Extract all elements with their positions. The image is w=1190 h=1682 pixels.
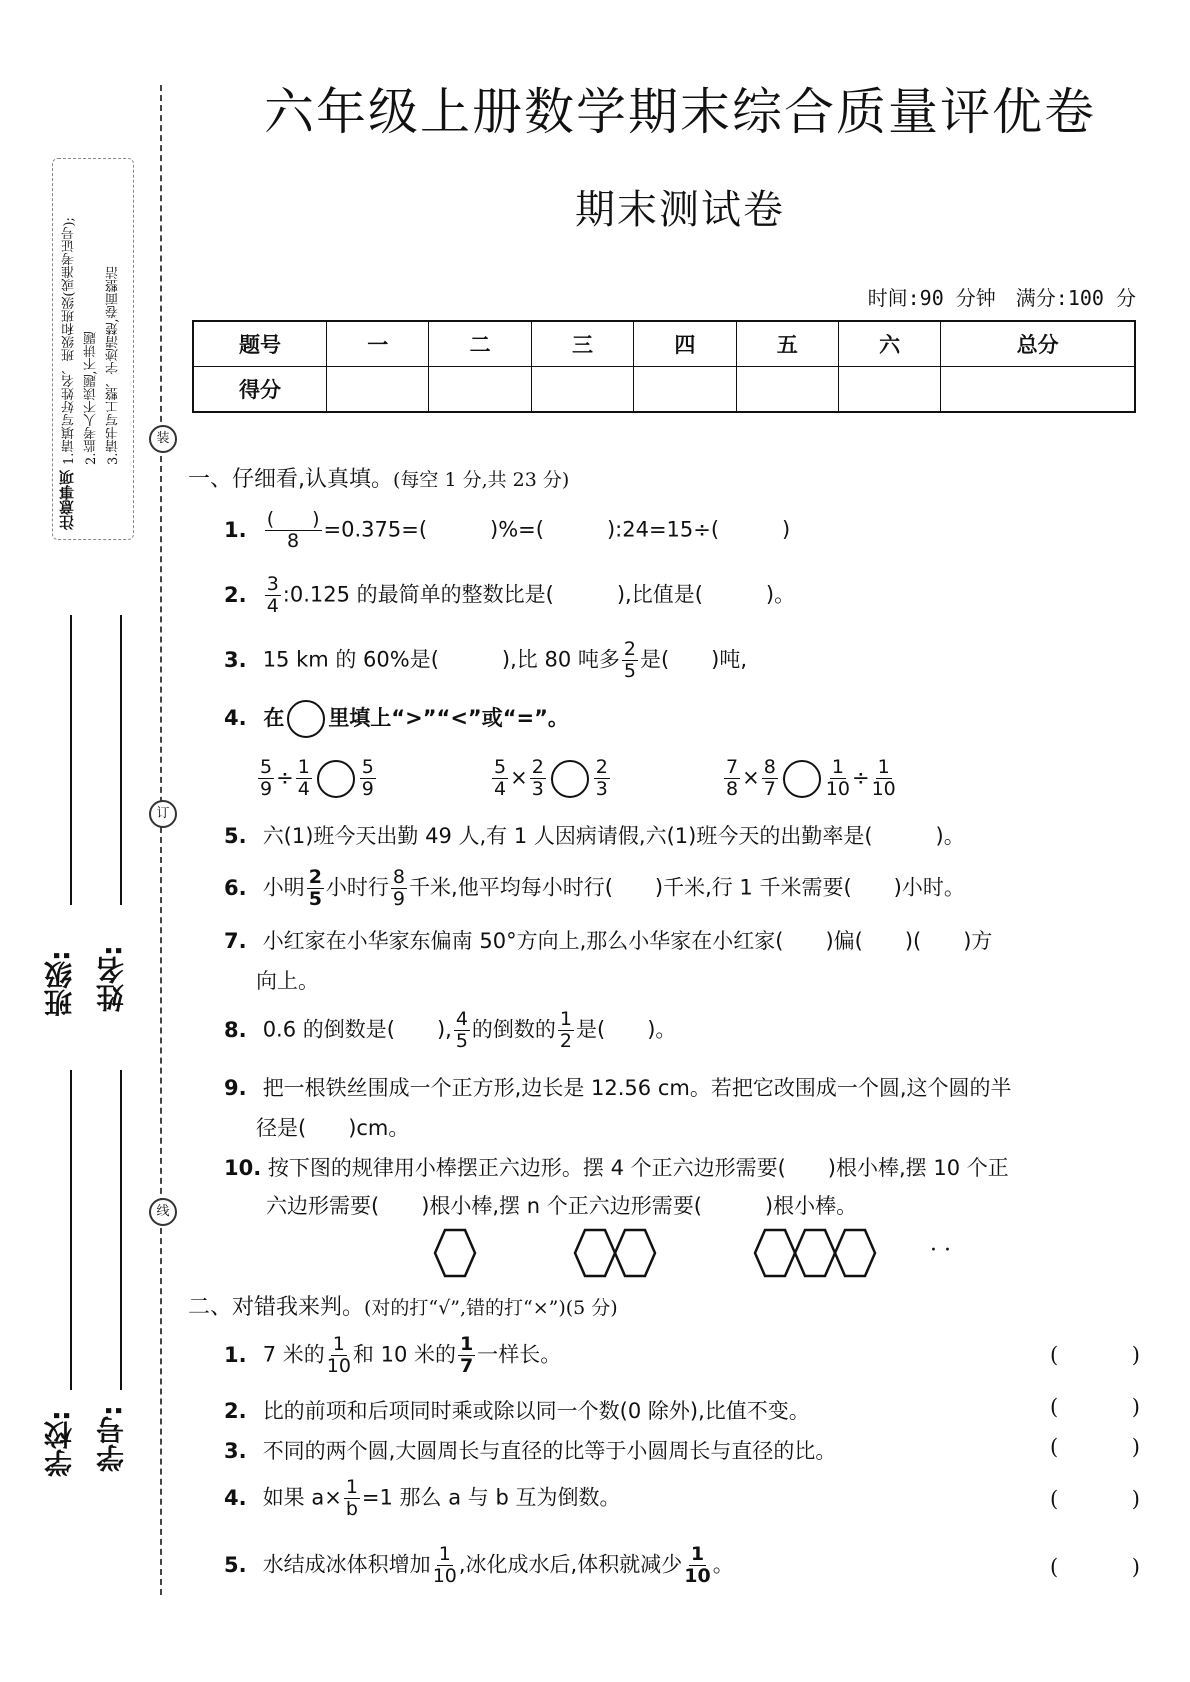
paren-left: ( bbox=[1050, 1487, 1059, 1511]
question-number: 2. bbox=[224, 582, 247, 607]
compare-circle-input[interactable] bbox=[783, 760, 821, 798]
question-text: 千米,他平均每小时行( )千米,行 1 千米需要( )小时。 bbox=[409, 875, 965, 900]
question-text: 一样长。 bbox=[477, 1342, 562, 1367]
student-id-field-label: 学号: bbox=[95, 1405, 128, 1473]
numerator: 5 bbox=[260, 756, 273, 778]
numerator: 1 bbox=[831, 756, 844, 778]
notice-label: 注意事项 bbox=[58, 470, 76, 530]
numerator: 2 bbox=[623, 638, 636, 660]
hexagon-3c bbox=[835, 1230, 875, 1276]
page-title: 六年级上册数学期末综合质量评优卷 bbox=[264, 83, 1096, 141]
question-number: 1. bbox=[224, 1342, 247, 1367]
section1-heading bbox=[188, 462, 569, 493]
question-number: 9. bbox=[224, 1076, 247, 1100]
denominator: 10 bbox=[326, 1355, 351, 1377]
numerator: 1 bbox=[297, 756, 310, 778]
score-header-cell: 二 bbox=[429, 321, 531, 367]
question-2-2 bbox=[224, 1395, 810, 1425]
score-header-cell: 六 bbox=[838, 321, 940, 367]
question-text: 比的前项和后项同时乘或除以同一个数(0 除外),比值不变。 bbox=[262, 1399, 810, 1423]
denominator: 5 bbox=[308, 888, 322, 910]
section2-title: 二、对错我来判。 bbox=[188, 1295, 365, 1320]
question-number: 2. bbox=[224, 1399, 247, 1423]
question-text: 按下图的规律用小棒摆正六边形。摆 4 个正六边形需要( )根小棒,摆 10 个正 bbox=[267, 1156, 1009, 1180]
question-text: 是( )。 bbox=[576, 1017, 677, 1042]
name-field-label: 姓名: bbox=[95, 945, 128, 1013]
denominator: 7 bbox=[763, 778, 776, 800]
numerator: 7 bbox=[726, 756, 739, 778]
question-text: 是( )吨, bbox=[639, 647, 748, 672]
question-text: 如果 a× bbox=[262, 1485, 342, 1510]
binding-dashed-line bbox=[160, 85, 162, 1595]
score-cell[interactable] bbox=[941, 367, 1135, 413]
hexagon-3b bbox=[795, 1230, 835, 1276]
answer-paren-1[interactable] bbox=[1050, 1343, 1140, 1367]
question-text: 六(1)班今天出勤 49 人,有 1 人因病请假,六(1)班今天的出勤率是( )。 bbox=[262, 824, 965, 848]
question-text: 小红家在小华家东偏南 50°方向上,那么小华家在小红家( )偏( )( )方 bbox=[262, 929, 993, 953]
operator: × bbox=[742, 765, 760, 790]
numerator: 8 bbox=[763, 756, 776, 778]
hexagon-2a bbox=[575, 1230, 615, 1276]
numerator: 1 bbox=[877, 756, 890, 778]
operator: ÷ bbox=[276, 765, 294, 790]
denominator: 9 bbox=[392, 888, 406, 910]
paren-left: ( bbox=[1050, 1343, 1059, 1367]
question-number: 10. bbox=[224, 1156, 262, 1180]
numerator: 1 bbox=[460, 1333, 474, 1355]
question-2-3 bbox=[224, 1435, 836, 1465]
denominator: b bbox=[345, 1498, 358, 1520]
denominator: 4 bbox=[266, 595, 279, 617]
numerator: 1 bbox=[559, 1008, 573, 1030]
denominator: 10 bbox=[432, 1565, 457, 1587]
paren-right: ) bbox=[1131, 1487, 1140, 1511]
question-text: 在 bbox=[263, 706, 285, 730]
paren-left: ( bbox=[1050, 1395, 1059, 1419]
question-number: 3. bbox=[224, 1439, 247, 1463]
section2-heading bbox=[188, 1290, 618, 1321]
question-number: 3. bbox=[224, 647, 247, 672]
question-1-10-continued: 六边形需要( )根小棒,摆 n 个正六边形需要( )根小棒。 bbox=[266, 1194, 858, 1218]
student-id-field-line bbox=[120, 1070, 122, 1390]
question-text: 15 km 的 60%是( ),比 80 吨多 bbox=[262, 647, 620, 672]
numerator: 5 bbox=[361, 756, 374, 778]
question-text: 0.6 的倒数是( ), bbox=[262, 1017, 452, 1042]
denominator: 5 bbox=[455, 1030, 468, 1052]
numerator: 5 bbox=[494, 756, 507, 778]
denominator: 10 bbox=[871, 778, 896, 800]
paren-right: ) bbox=[1131, 1555, 1140, 1579]
comparison-2 bbox=[490, 758, 612, 799]
numerator[interactable]: ( ) bbox=[266, 508, 320, 530]
question-2-4 bbox=[224, 1478, 620, 1519]
question-1-7-continued: 向上。 bbox=[256, 969, 319, 993]
question-text: 把一根铁丝围成一个正方形,边长是 12.56 cm。若把它改围成一个圆,这个圆的半 bbox=[262, 1076, 1012, 1100]
question-number: 8. bbox=[224, 1017, 247, 1042]
score-cell[interactable] bbox=[634, 367, 736, 413]
question-number: 5. bbox=[224, 824, 247, 848]
score-header-cell: 三 bbox=[531, 321, 633, 367]
denominator: 4 bbox=[494, 778, 507, 800]
operator: ÷ bbox=[851, 765, 870, 790]
score-header-cell: 题号 bbox=[193, 321, 327, 367]
question-number: 6. bbox=[224, 875, 247, 900]
question-1-3 bbox=[224, 640, 747, 681]
question-number: 7. bbox=[224, 929, 247, 953]
denominator: 5 bbox=[623, 660, 636, 682]
denominator: 8 bbox=[287, 530, 300, 552]
time-info: 时间:90 分钟 满分:100 分 bbox=[867, 286, 1136, 310]
score-header-cell: 一 bbox=[327, 321, 429, 367]
comparison-1 bbox=[256, 758, 378, 799]
question-text: =0.375=( )%=( ):24=15÷( ) bbox=[323, 517, 791, 542]
question-text: 小时行 bbox=[325, 875, 389, 900]
class-field-line bbox=[70, 615, 72, 905]
question-text: 的倒数的 bbox=[471, 1017, 556, 1042]
numerator: 1 bbox=[332, 1333, 345, 1355]
paren-left: ( bbox=[1050, 1435, 1059, 1459]
hexagon-1 bbox=[435, 1230, 475, 1276]
section1-note: (每空 1 分,共 23 分) bbox=[393, 469, 570, 491]
operator: × bbox=[510, 765, 528, 790]
binding-hole-3: 线 bbox=[149, 1198, 177, 1226]
paren-right: ) bbox=[1131, 1435, 1140, 1459]
question-text: :0.125 的最简单的整数比是( ),比值是( )。 bbox=[282, 582, 796, 607]
score-cell[interactable] bbox=[327, 367, 429, 413]
numerator: 4 bbox=[455, 1008, 468, 1030]
paren-left: ( bbox=[1050, 1555, 1059, 1579]
binding-hole-1: 装 bbox=[149, 425, 177, 453]
score-header-cell: 五 bbox=[736, 321, 838, 367]
denominator: 3 bbox=[531, 778, 544, 800]
question-2-1 bbox=[224, 1335, 561, 1376]
question-text: 。 bbox=[712, 1552, 734, 1577]
question-text: 水结成冰体积增加 bbox=[262, 1552, 431, 1577]
school-field-line bbox=[70, 1070, 72, 1390]
denominator: 9 bbox=[361, 778, 374, 800]
score-header-cell: 总分 bbox=[941, 321, 1135, 367]
fraction bbox=[622, 640, 638, 681]
question-number: 5. bbox=[224, 1552, 247, 1577]
question-1-9-continued: 径是( )cm。 bbox=[256, 1116, 410, 1140]
numerator: 3 bbox=[266, 573, 279, 595]
question-1-9 bbox=[224, 1072, 1012, 1102]
denominator: 8 bbox=[726, 778, 739, 800]
question-text: =1 那么 a 与 b 互为倒数。 bbox=[361, 1485, 621, 1510]
section1-title: 一、仔细看,认真填。 bbox=[188, 467, 393, 492]
section2-note: (对的打“√”,错的打“×”)(5 分) bbox=[364, 1297, 618, 1319]
question-number: 4. bbox=[224, 1485, 247, 1510]
question-text: 7 米的 bbox=[262, 1342, 325, 1367]
paren-right: ) bbox=[1131, 1343, 1140, 1367]
score-cell[interactable] bbox=[838, 367, 940, 413]
numerator: 1 bbox=[690, 1543, 705, 1565]
notice-item-1: 1.请填写好姓名、班级和班级(或准考证号); bbox=[62, 217, 77, 465]
binding-hole-2: 订 bbox=[149, 800, 177, 828]
question-1-6 bbox=[224, 868, 965, 909]
hexagon-2b bbox=[615, 1230, 655, 1276]
question-text: ,冰化成水后,体积就减少 bbox=[458, 1552, 683, 1577]
notice-item-3: 3.请书写工整、字迹清楚,卷面整洁 bbox=[106, 266, 121, 465]
denominator: 10 bbox=[684, 1565, 711, 1587]
hexagon-3a bbox=[755, 1230, 795, 1276]
compare-circle-input[interactable] bbox=[551, 760, 589, 798]
question-1-7 bbox=[224, 925, 992, 955]
question-1-5 bbox=[224, 820, 965, 850]
question-text: 不同的两个圆,大圆周长与直径的比等于小圆周长与直径的比。 bbox=[262, 1439, 837, 1463]
question-text: 和 10 米的 bbox=[352, 1342, 456, 1367]
question-number: 1. bbox=[224, 517, 247, 542]
denominator: 4 bbox=[297, 778, 310, 800]
denominator: 7 bbox=[460, 1355, 474, 1377]
question-number: 4. bbox=[224, 706, 247, 730]
question-2-5 bbox=[224, 1545, 734, 1586]
school-field-label: 学校: bbox=[43, 1410, 76, 1478]
numerator: 8 bbox=[392, 866, 406, 888]
compare-circle-input[interactable] bbox=[317, 760, 355, 798]
numerator: 2 bbox=[308, 866, 322, 888]
numerator: 2 bbox=[595, 756, 608, 778]
numerator: 2 bbox=[531, 756, 544, 778]
comparison-3 bbox=[722, 758, 898, 799]
answer-paren-3[interactable] bbox=[1050, 1435, 1140, 1459]
question-text: 里填上“>”“<”或“=”。 bbox=[328, 706, 569, 730]
circle-icon bbox=[287, 700, 325, 738]
question-1-8 bbox=[224, 1010, 676, 1051]
answer-paren-5[interactable] bbox=[1050, 1555, 1140, 1579]
denominator: 10 bbox=[825, 778, 850, 800]
question-1-1 bbox=[224, 510, 790, 551]
score-table-header-row bbox=[193, 321, 1135, 367]
score-cell[interactable] bbox=[736, 367, 838, 413]
fraction bbox=[265, 510, 322, 551]
answer-paren-4[interactable] bbox=[1050, 1487, 1140, 1511]
notice-item-2: 2.监考人不读题,不讲题 bbox=[84, 331, 99, 465]
paren-right: ) bbox=[1131, 1395, 1140, 1419]
numerator: 1 bbox=[345, 1476, 358, 1498]
score-header-cell: 四 bbox=[634, 321, 736, 367]
ellipsis: · · bbox=[930, 1238, 951, 1263]
fraction bbox=[265, 575, 281, 616]
denominator: 9 bbox=[260, 778, 273, 800]
name-field-line bbox=[120, 615, 122, 905]
score-cell[interactable] bbox=[531, 367, 633, 413]
numerator: 1 bbox=[438, 1543, 451, 1565]
page-subtitle: 期末测试卷 bbox=[575, 187, 785, 233]
hexagon-pattern-figure bbox=[420, 1225, 920, 1285]
score-table-row bbox=[193, 367, 1135, 413]
question-text: 小明 bbox=[262, 875, 305, 900]
score-row-label: 得分 bbox=[193, 367, 327, 413]
class-field-label: 班级: bbox=[43, 950, 76, 1018]
question-1-2 bbox=[224, 575, 795, 616]
score-table bbox=[192, 320, 1136, 413]
denominator: 3 bbox=[595, 778, 608, 800]
question-1-10 bbox=[224, 1152, 1009, 1182]
answer-paren-2[interactable] bbox=[1050, 1395, 1140, 1419]
score-cell[interactable] bbox=[429, 367, 531, 413]
denominator: 2 bbox=[559, 1030, 573, 1052]
question-1-4 bbox=[224, 700, 569, 738]
